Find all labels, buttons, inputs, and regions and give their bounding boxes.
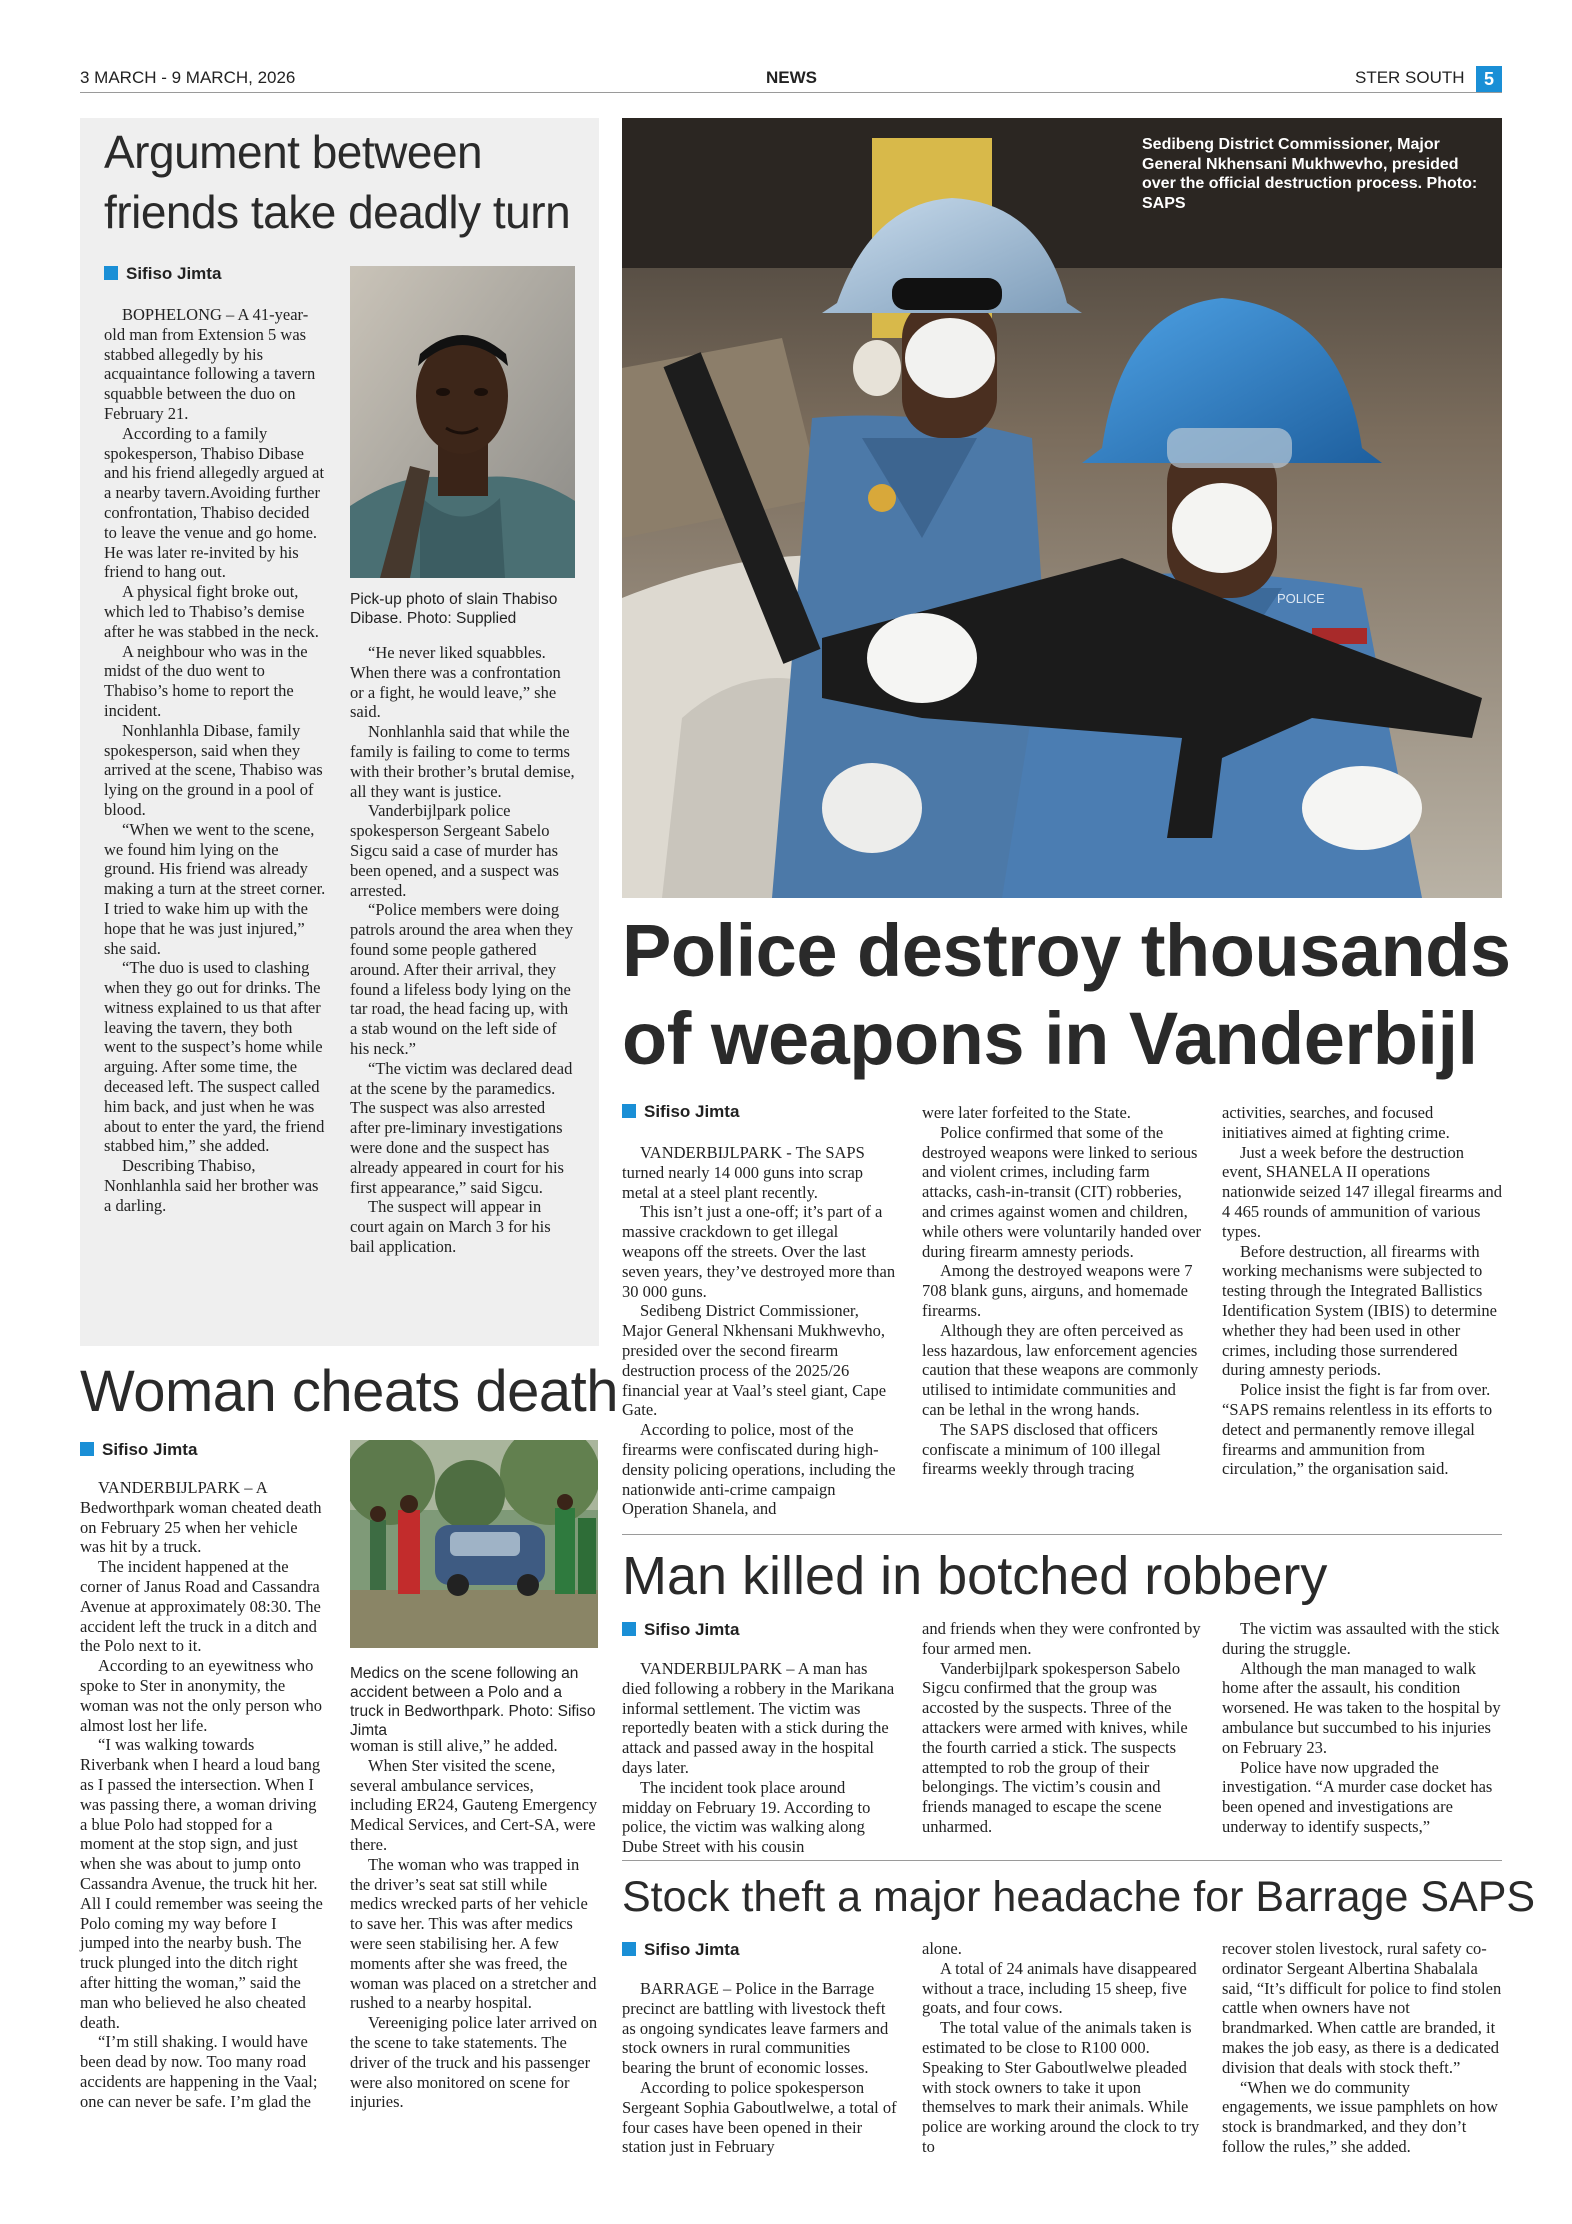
- paragraph: woman is still alive,” he added.: [350, 1736, 558, 1755]
- paragraph: Sedibeng District Commissioner, Major General Nkhensani Mukhwevho, presided over the second firearm destruction process of the 2025/26 financial year at Vaal’s steel giant, Cape Gate.: [622, 1301, 887, 1420]
- byline: [80, 1440, 197, 1460]
- byline-marker: [104, 266, 118, 280]
- paragraph: A total of 24 animals have disappeared without a trace, including 15 sheep, five goats, and four cows.: [922, 1958, 1197, 2018]
- paragraph: activities, searches, and focused initiatives aimed at fighting crime.: [1222, 1103, 1450, 1142]
- byline-text: Sifiso Jimta: [126, 264, 222, 283]
- paragraph: “I’m still shaking. I would have been dead by now. Too many road accidents are happening in the Vaal; one can never be safe. I’m glad the: [80, 2032, 318, 2111]
- paragraph: VANDERBIJLPARK – A man has died following a robbery in the Marikana informal settlement. The victim was reportedly beaten with a stick during the attack and passed away in the hospital days later.: [622, 1659, 895, 1777]
- byline-marker: [622, 1104, 636, 1118]
- paragraph: Police confirmed that some of the destroyed weapons were linked to serious and violent crimes, including farm attacks, cash-in-transit (CIT) robberies, and crimes against women and children, while others were voluntarily handed over during firearm amnesty periods.: [922, 1122, 1202, 1261]
- byline-marker: [622, 1622, 636, 1636]
- story5-column-1: [622, 1979, 898, 2157]
- byline-text: Sifiso Jimta: [644, 1940, 740, 1959]
- paragraph: VANDERBIJLPARK – A Bedworthpark woman cheated death on February 25 when her vehicle was hit by a truck.: [80, 1478, 322, 1557]
- paragraph: The woman who was trapped in the driver’s seat sat still while medics wrecked parts of her vehicle to save her. This was after medics were seen stabilising her. A few moments after she was freed, the woman was placed on a stretcher and rushed to a nearby hospital.: [350, 1854, 597, 2013]
- paragraph: “The victim was declared dead at the scene by the paramedics. The suspect was also arrested after pre-liminary investigations were done and the suspect has already appeared in court for his first appearance,” said Sigcu.: [350, 1058, 573, 1197]
- byline-marker: [80, 1442, 94, 1456]
- paragraph: When Ster visited the scene, several ambulance services, including ER24, Gauteng Emergency Medical Services, and Cert-SA, were there.: [350, 1755, 598, 1854]
- paragraph: and friends when they were confronted by four armed men.: [922, 1619, 1201, 1658]
- paragraph: were later forfeited to the State.: [922, 1103, 1131, 1122]
- paragraph: Nonhlanhla Dibase, family spokesperson, said when they arrived at the scene, Thabiso was lying on the ground in a pool of blood.: [104, 720, 323, 819]
- headline-line-2: friends take deadly turn: [104, 186, 571, 238]
- accident-caption: Medics on the scene following an accident between a Polo and a truck in Bedworthpark. Photo: Sifiso Jimta: [350, 1665, 596, 1739]
- paragraph: Describing Thabiso, Nonhlanhla said her brother was a darling.: [104, 1156, 319, 1215]
- story4-column-1: [622, 1659, 898, 1857]
- publication-name: STER SOUTH: [1355, 68, 1465, 87]
- paragraph: According to police spokesperson Sergeant Sophia Gaboutlwelwe, a total of four cases have been opened in their station just in February: [622, 2077, 897, 2157]
- section-divider: [622, 1534, 1502, 1535]
- issue-date: 3 MARCH - 9 MARCH, 2026: [80, 68, 296, 87]
- paragraph: “When we went to the scene, we found him lying on the ground. His friend was already making a turn at the street corner. I tried to wake him up with the hope that he was just injured,” she said.: [104, 819, 326, 958]
- paragraph: Nonhlanhla said that while the family is failing to come to terms with their brother’s brutal demise, all they want is justice.: [350, 722, 575, 801]
- byline: [104, 264, 221, 284]
- paragraph: “He never liked squabbles. When there was a confrontation or a fight, he would leave,” she said.: [350, 643, 561, 722]
- paragraph: The incident took place around midday on February 19. According to police, the victim was walking along Dube Street with his cousin: [622, 1777, 871, 1857]
- story4-column-2: [922, 1619, 1202, 1837]
- paragraph: alone.: [922, 1939, 962, 1958]
- story4-column-3: [1222, 1619, 1502, 1837]
- byline: [622, 1102, 739, 1122]
- badge-text: POLICE: [1277, 591, 1325, 606]
- paragraph: The SAPS disclosed that officers confiscate a minimum of 100 illegal firearms weekly through tracing: [922, 1419, 1161, 1479]
- paragraph: Police have now upgraded the investigation. “A murder case docket has been opened and investigations are underway to identify suspects,”: [1222, 1757, 1493, 1836]
- paragraph: The total value of the animals taken is estimated to be close to R100 000. Speaking to Ster Gaboutlwelwe pleaded with stock owners to take it upon themselves to mark their animals. While police are working around the clock to try to: [922, 2018, 1200, 2156]
- header-rule: [80, 92, 1502, 93]
- paragraph: Vanderbijlpark police spokesperson Sergeant Sabelo Sigcu said a case of murder has been opened, and a suspect was arrested.: [350, 801, 559, 900]
- paragraph: The suspect will appear in court again on March 3 for his bail application.: [350, 1197, 551, 1256]
- paragraph: BOPHELONG – A 41-year-old man from Extension 5 was stabbed allegedly by his acquaintance following a tavern squabble between the duo on February 21.: [104, 305, 316, 423]
- story3-column-2: [922, 1103, 1202, 1479]
- section-label: NEWS: [766, 68, 817, 87]
- paragraph: BARRAGE – Police in the Barrage precinct are battling with livestock theft as ongoing syndicates leave farmers and stock owners in rural communities bearing the brunt of economic losses.: [622, 1979, 889, 2078]
- paragraph: Although they are often perceived as less hazardous, law enforcement agencies caution that these weapons are commonly utilised to intimidate communities and can be lethal in the wrong hands.: [922, 1320, 1199, 1419]
- portrait-photo: [350, 266, 575, 578]
- paragraph: Although the man managed to walk home after the assault, his condition worsened. He was taken to the hospital by ambulance but succumbed to his injuries on February 23.: [1222, 1658, 1501, 1757]
- section-divider: [622, 1860, 1502, 1861]
- paragraph: recover stolen livestock, rural safety co-ordinator Sergeant Albertina Shabalala said, “It’s difficult for police to find stolen cattle when owners have not brandmarked. When cattle are branded, it makes the job easy, as there is a dedicated division that deals with stock theft.”: [1222, 1939, 1502, 2077]
- headline-line-2: of weapons in Vanderbijl: [622, 997, 1478, 1080]
- paragraph: According to a family spokesperson, Thabiso Dibase and his friend allegedly argued at a nearby tavern.Avoiding further confrontation, Thabiso decided to leave the venue and go home. He was later re-invited by his friend to hang out.: [104, 423, 325, 582]
- headline: Man killed in botched robbery: [622, 1546, 1328, 1606]
- paragraph: A physical fight broke out, which led to Thabiso’s demise after he was stabbed in the neck.: [104, 582, 319, 641]
- paragraph: According to an eyewitness who spoke to Ster in anonymity, the woman was not the only person who almost lost her life.: [80, 1656, 322, 1735]
- paragraph: A neighbour who was in the midst of the duo went to Thabiso’s home to report the incident.: [104, 641, 308, 720]
- byline-marker: [622, 1942, 636, 1956]
- headline-line-1: Police destroy thousands: [622, 909, 1511, 992]
- lead-photo-caption: Sedibeng District Commissioner, Major General Nkhensani Mukhwevho, presided over the official destruction process. Photo: SAPS: [1142, 136, 1478, 212]
- paragraph: Vereeniging police later arrived on the scene to take statements. The driver of the truck and his passenger were also monitored on scene for injuries.: [350, 2013, 598, 2112]
- headline: Woman cheats death: [80, 1359, 619, 1424]
- byline-text: Sifiso Jimta: [644, 1102, 740, 1121]
- byline: [622, 1620, 739, 1640]
- paragraph: Police insist the fight is far from over. “SAPS remains relentless in its efforts to detect and permanently remove illegal firearms and ammunition from circulation,” the organisation said.: [1222, 1380, 1493, 1479]
- paragraph: “The duo is used to clashing when they go out for drinks. The witness explained to us that after leaving the tavern, they both went to the suspect’s home while arguing. After some time, the deceased left. The suspect called him back, and just when he was about to enter the yard, the friend stabbed him,” she added.: [104, 958, 325, 1156]
- paragraph: “I was walking towards Riverbank when I heard a loud bang as I passed the intersection. When I was passing there, a woman driving a blue Polo had stopped for a moment at the stop sign, and just when she was about to jump onto Cassandra Avenue, the truck hit her. All I could remember was seeing the Polo coming my way before I jumped into the nearby bush. The truck plunged into the ditch right after hitting the woman,” said the man who believed he also cheated death.: [80, 1735, 323, 2032]
- paragraph: “When we do community engagements, we issue pamphlets on how stock is brandmarked, and they don’t follow the rules,” she added.: [1222, 2077, 1498, 2156]
- paragraph: Just a week before the destruction event, SHANELA II operations nationwide seized 147 illegal firearms and 4 465 rounds of ammunition of various types.: [1222, 1142, 1502, 1241]
- lead-photo: [622, 118, 1502, 898]
- headline: Stock theft a major headache for Barrage SAPS: [622, 1873, 1536, 1921]
- portrait-caption: Pick-up photo of slain Thabiso Dibase. Photo: Supplied: [350, 591, 558, 627]
- paragraph: The incident happened at the corner of Janus Road and Cassandra Avenue at approximately 08:30. The accident left the truck in a ditch and the Polo next to it.: [80, 1557, 321, 1656]
- paragraph: This isn’t just a one-off; it’s part of a massive crackdown to get illegal weapons off the streets. Over the last seven years, they’ve destroyed more than 30 000 guns.: [622, 1202, 896, 1301]
- paragraph: According to police, most of the firearms were confiscated during high-density policing operations, including the nationwide anti-crime campaign Operation Shanela, and: [622, 1420, 896, 1519]
- story3-column-1: [622, 1143, 898, 1519]
- paragraph: The victim was assaulted with the stick during the struggle.: [1222, 1619, 1500, 1658]
- story1-column-1: [104, 305, 326, 1216]
- byline-text: Sifiso Jimta: [102, 1440, 198, 1459]
- byline: [622, 1940, 739, 1960]
- headline-line-1: Argument between: [104, 126, 483, 178]
- story3-column-3: [1222, 1103, 1502, 1479]
- paragraph: Vanderbijlpark spokesperson Sabelo Sigcu confirmed that the group was accosted by the suspects. Three of the attackers were armed with knives, while the fourth carried a stick. The suspects attempted to rob the group of their belongings. The victim’s cousin and friends managed to escape the scene unharmed.: [922, 1658, 1188, 1836]
- paragraph: Among the destroyed weapons were 7 708 blank guns, airguns, and homemade firearms.: [922, 1261, 1193, 1320]
- story5-column-3: [1222, 1939, 1502, 2157]
- story1-column-2: [350, 643, 575, 1257]
- accident-photo: [350, 1440, 598, 1648]
- byline-text: Sifiso Jimta: [644, 1620, 740, 1639]
- story5-column-2: [922, 1939, 1202, 2157]
- page-number: 5: [1476, 66, 1502, 92]
- paragraph: VANDERBIJLPARK - The SAPS turned nearly 14 000 guns into scrap metal at a steel plant recently.: [622, 1143, 865, 1202]
- story2-column-1: [80, 1478, 326, 2112]
- paragraph: Before destruction, all firearms with working mechanisms were subjected to testing through the Integrated Ballistics Identification System (IBIS) to determine whether they had been used in other crimes, including those surrendered during amnesty periods.: [1222, 1241, 1497, 1380]
- paragraph: “Police members were doing patrols around the area when they found some people gathered around. After their arrival, they found a lifeless body lying on the tar road, the head facing up, with a stab wound on the left side of his neck.”: [350, 900, 574, 1058]
- story2-column-2: [350, 1736, 598, 2112]
